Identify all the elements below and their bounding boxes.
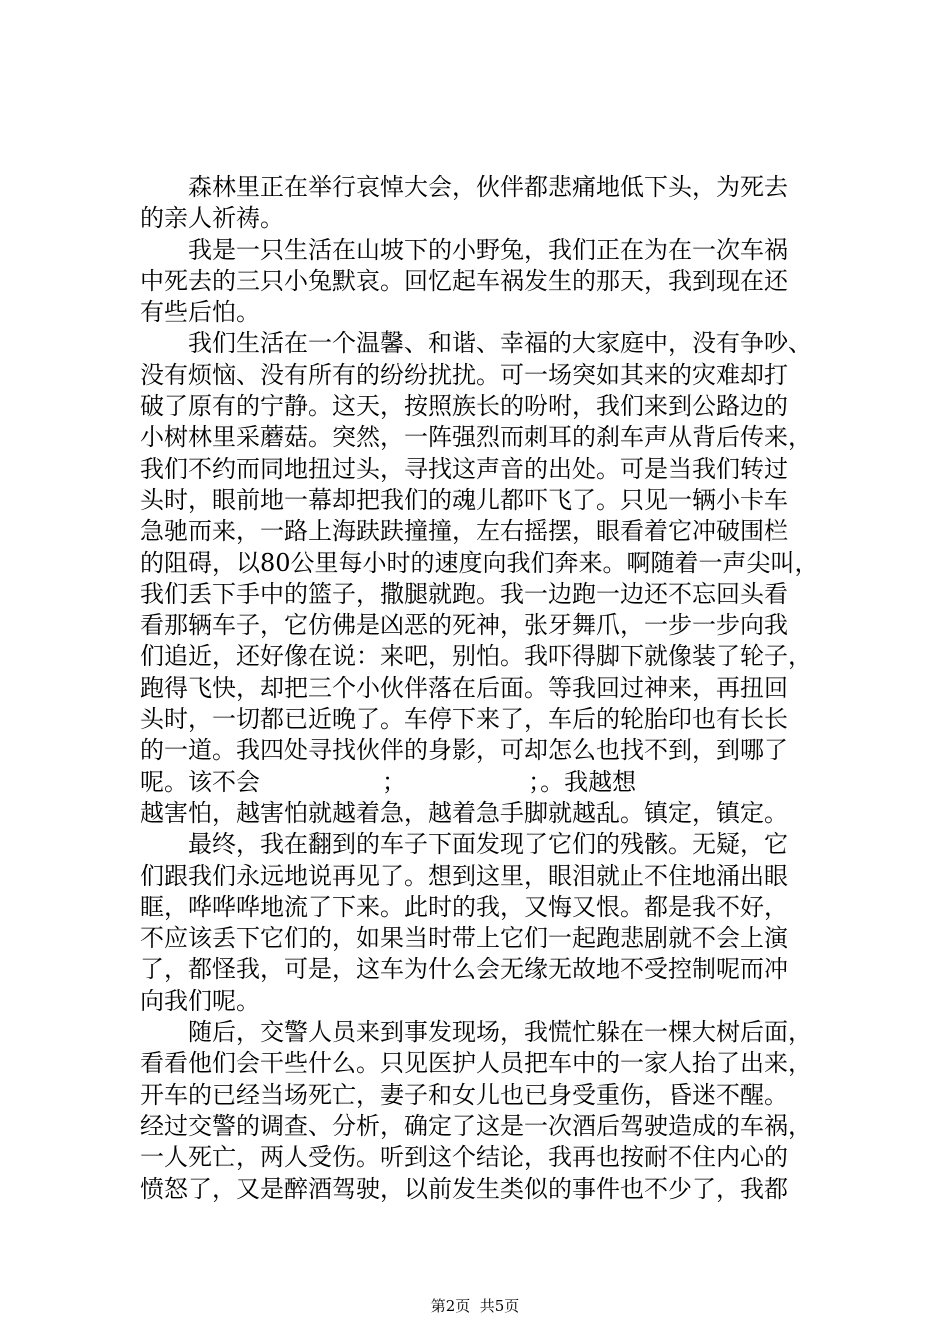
text-line: 我们丢下手中的篮子，撒腿就跑。我一边跑一边还不忘回头看	[140, 579, 788, 608]
document-body	[140, 172, 840, 1205]
text-line: 我是一只生活在山坡下的小野兔，我们正在为在一次车祸	[140, 235, 788, 264]
text-line: 愤怒了，又是醉酒驾驶，以前发生类似的事件也不少了，我都	[140, 1174, 788, 1203]
text-line: 随后，交警人员来到事发现场，我慌忙躲在一棵大树后面，	[140, 1018, 812, 1047]
page-footer: 第2页 共5页	[430, 1297, 520, 1315]
text-line: 头时，眼前地一幕却把我们的魂儿都吓飞了。只见一辆小卡车	[140, 485, 788, 514]
text-line: 急驰而来，一路上海趺趺撞撞，左右摇摆，眼看着它冲破围栏	[140, 517, 788, 546]
text-line: 的亲人祈祷。	[140, 204, 284, 233]
text-line: 经过交警的调查、分析，确定了这是一次酒后驾驶造成的车祸，	[140, 1111, 812, 1140]
text-line: 中死去的三只小兔默哀。回忆起车祸发生的那天，我到现在还	[140, 266, 788, 295]
text-line: 我们生活在一个温馨、和谐、幸福的大家庭中，没有争吵、	[140, 329, 812, 358]
text-line: 开车的已经当场死亡，妻子和女儿也已身受重伤，昏迷不醒。	[140, 1080, 788, 1109]
text-line: 的阻碍，以80公里每小时的速度向我们奔来。啊随着一声尖叫，	[140, 548, 819, 577]
text-line: 森林里正在举行哀悼大会，伙伴都悲痛地低下头，为死去	[140, 173, 788, 201]
text-line: 越害怕，越害怕就越着急，越着急手脚就越乱。镇定，镇定。	[140, 798, 788, 827]
text-line: 头时，一切都已近晚了。车停下来了，车后的轮胎印也有长长	[140, 705, 788, 734]
text-line: 眶，哗哗哗地流了下来。此时的我，又悔又恨。都是我不好，	[140, 892, 788, 921]
text-line: 破了原有的宁静。这天，按照族长的吩咐，我们来到公路边的	[140, 392, 788, 421]
text-line: 看那辆车子，它仿佛是凶恶的死神，张牙舞爪，一步一步向我	[140, 611, 788, 640]
text-line: 呢。该不会 ； ；。我越想	[140, 767, 637, 796]
text-line: 没有烦恼、没有所有的纷纷扰扰。可一场突如其来的灾难却打	[140, 360, 788, 389]
text-line: 们跟我们永远地说再见了。想到这里，眼泪就止不住地涌出眼	[140, 861, 788, 890]
text-line: 不应该丢下它们的，如果当时带上它们一起跑悲剧就不会上演	[140, 924, 788, 953]
text-line: 小树林里采蘑菇。突然，一阵强烈而刺耳的刹车声从背后传来，	[140, 423, 812, 452]
text-line: 向我们呢。	[140, 986, 260, 1015]
text-line: 了，都怪我，可是，这车为什么会无缘无故地不受控制呢而冲	[140, 955, 788, 984]
text-line: 有些后怕。	[140, 298, 260, 327]
text-line: 的一道。我四处寻找伙伴的身影，可却怎么也找不到，到哪了	[140, 736, 788, 765]
text-line: 最终，我在翻到的车子下面发现了它们的残骸。无疑，它	[140, 830, 788, 859]
text-line: 看看他们会干些什么。只见医护人员把车中的一家人抬了出来，	[140, 1049, 812, 1078]
text-line: 我们不约而同地扭过头，寻找这声音的出处。可是当我们转过	[140, 454, 788, 483]
text-line: 跑得飞快，却把三个小伙伴落在后面。等我回过神来，再扭回	[140, 673, 788, 702]
text-line: 们追近，还好像在说：来吧，别怕。我吓得脚下就像装了轮子，	[140, 642, 812, 671]
text-line: 一人死亡，两人受伤。听到这个结论，我再也按耐不住内心的	[140, 1143, 788, 1172]
